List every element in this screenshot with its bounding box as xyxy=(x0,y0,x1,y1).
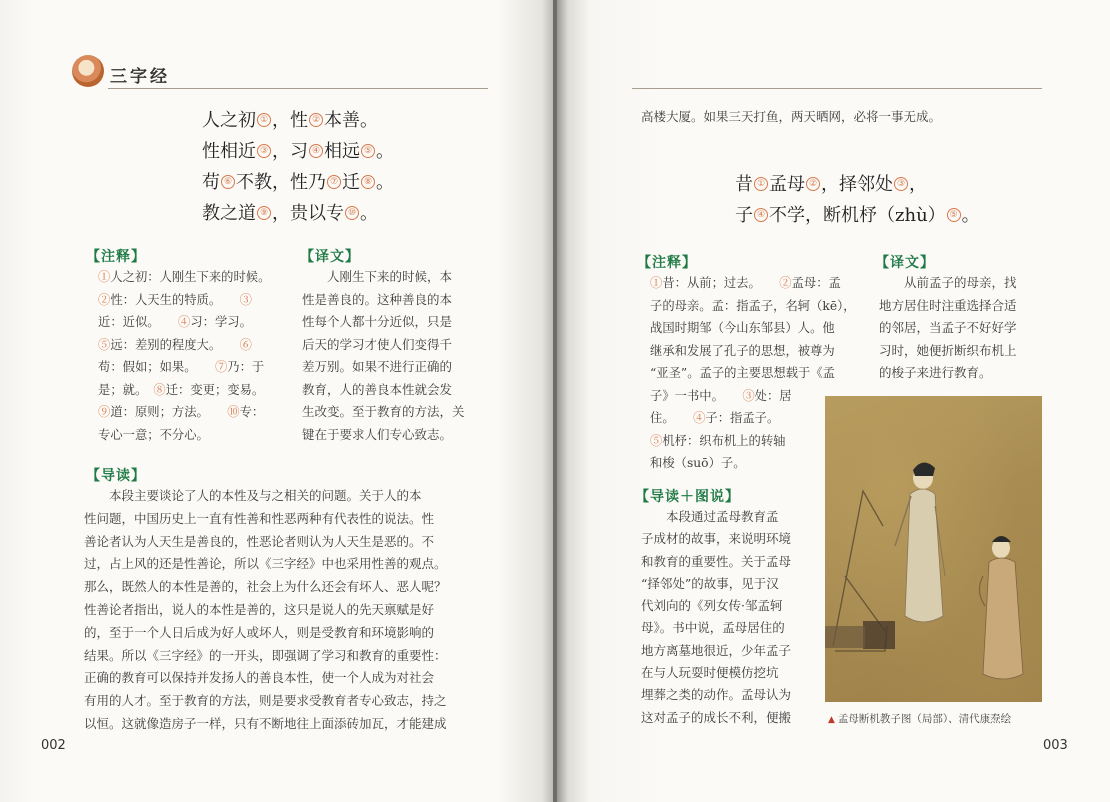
footnote-marker: ③ xyxy=(257,144,271,158)
text-line: 的邻居，当孟子不好好学 xyxy=(879,320,1017,335)
caption-text: 孟母断机教子图（局部）、清代康焘绘 xyxy=(837,713,1012,725)
text-line: 子的母亲。孟：指孟子，名轲（kē）， xyxy=(650,298,856,313)
verse-text: 不教，性乃 xyxy=(236,172,326,193)
text-line: ②性：人天生的特质。 ③ xyxy=(98,292,252,307)
verse-text: 孟母 xyxy=(769,174,805,195)
text-line: ⑤远：差别的程度大。 ⑥ xyxy=(98,337,252,352)
verse-line xyxy=(735,200,980,231)
header-rule xyxy=(632,88,1042,89)
text-line: 本段通过孟母教育孟 xyxy=(641,509,779,524)
right-translation-title: 【译文】 xyxy=(875,255,935,271)
left-guide xyxy=(84,485,494,736)
left-notes-title: 【注释】 xyxy=(86,249,146,265)
verse-text: 子 xyxy=(735,205,753,226)
verse-line xyxy=(202,198,394,229)
verse-text: 性相近 xyxy=(202,141,256,162)
text-line: 专心一意；不分心。 xyxy=(98,427,209,442)
footnote-marker: ② xyxy=(806,177,820,191)
verse-text: ，性 xyxy=(272,110,308,131)
text-line: 性每个人都十分近似，只是 xyxy=(302,314,453,329)
footnote-marker: ⑧ xyxy=(361,175,375,189)
verse-text: ， xyxy=(909,174,927,195)
verse-text: 。 xyxy=(376,141,394,162)
verse-text: 。 xyxy=(360,203,378,224)
right-guide xyxy=(641,506,821,729)
text-line: 性是善良的。这种善良的本 xyxy=(302,291,453,307)
verse-text: 不学，断机杼（zhù） xyxy=(769,205,946,226)
right-translation xyxy=(879,272,1049,385)
footnote-marker: ① xyxy=(257,113,271,127)
text-line: “亚圣”。孟子的主要思想载于《孟 xyxy=(650,366,835,380)
text-line: 战国时期邹（今山东邹县）人。他 xyxy=(650,321,835,335)
text-line: 有用的人才。至于教育的方法，则是要求受教育者专心致志，持之 xyxy=(84,693,447,709)
text-line: 以恒。这就像造房子一样，只有不断地往上面添砖加瓦，才能建成 xyxy=(84,715,447,731)
text-line: 住。 ④子：指孟子。 xyxy=(650,411,780,425)
painting-caption xyxy=(828,711,1011,726)
text-line: 和教育的重要性。关于孟母 xyxy=(641,553,792,569)
text-line: 子》一书中。 ③处：居 xyxy=(650,388,792,403)
text-line: 苟：假如；如果。 ⑦乃：于 xyxy=(98,360,265,374)
text-line: 子成材的故事，来说明环境 xyxy=(641,531,792,547)
text-line: 后天的学习才使人们变得千 xyxy=(302,336,453,352)
right-top-line: 高楼大厦。如果三天打鱼，两天晒网，必将一事无成。 xyxy=(641,109,942,124)
meng-mother-painting xyxy=(825,396,1042,702)
left-verse xyxy=(202,105,394,229)
text-line: 代刘向的《列女传·邹孟轲 xyxy=(641,598,783,614)
left-notes xyxy=(98,266,288,446)
left-page xyxy=(0,0,553,802)
footnote-marker: ④ xyxy=(754,208,768,222)
verse-text: 。 xyxy=(961,205,980,226)
text-line: 和梭（suō）子。 xyxy=(650,456,746,470)
verse-text: 昔 xyxy=(735,174,753,195)
page-number-right: 003 xyxy=(1043,738,1068,753)
text-line: 结果。所以《三字经》的一开头，即强调了学习和教育的重要性： xyxy=(84,647,447,663)
footnote-marker: ③ xyxy=(894,177,908,191)
text-line: 性善论者指出，说人的本性是善的，这只是说人的先天禀赋是好 xyxy=(84,601,435,617)
verse-text: 相远 xyxy=(324,141,360,162)
text-line: 性问题，中国历史上一直有性善和性恶两种有代表性的说法。性 xyxy=(84,510,435,526)
text-line: ①昔：从前；过去。 ②孟母：孟 xyxy=(650,276,841,290)
left-translation-title: 【译文】 xyxy=(300,249,360,265)
text-line: ⑨道：原则；方法。 ⑩专： xyxy=(98,405,265,419)
footnote-marker: ⑦ xyxy=(327,175,341,189)
verse-text: 本善。 xyxy=(324,110,378,131)
verse-line xyxy=(202,167,394,198)
text-line: 过，占上风的还是性善论，所以《三字经》中也采用性善的观点。 xyxy=(84,556,447,572)
text-line: ⑤机杼：织布机上的转轴 xyxy=(650,433,786,448)
verse-line xyxy=(202,136,394,167)
text-line: 本段主要谈论了人的本性及与之相关的问题。关于人的本 xyxy=(84,488,422,503)
left-translation xyxy=(302,266,492,446)
footnote-marker: ⑨ xyxy=(257,206,271,220)
text-line: 正确的教育可以保持并发扬人的善良本性，使一个人成为对社会 xyxy=(84,670,435,686)
painting-figures-icon xyxy=(825,396,1042,702)
text-line: 是；就。 ⑧迁：变更；变易。 xyxy=(98,382,265,397)
book-header-title: 三字经 xyxy=(110,67,170,87)
page-number-left: 002 xyxy=(41,738,66,753)
verse-text: 迁 xyxy=(342,172,360,193)
caption-triangle-icon: ▲ xyxy=(828,715,835,725)
verse-text: ，习 xyxy=(272,141,308,162)
left-guide-title: 【导读】 xyxy=(86,468,146,484)
text-line: 在与人玩耍时便模仿挖坑 xyxy=(641,665,779,681)
verse-text: 教之道 xyxy=(202,203,256,224)
text-line: 继承和发展了孔子的思想，被尊为 xyxy=(650,343,835,358)
text-line: 埋葬之类的动作。孟母认为 xyxy=(641,687,792,703)
footnote-marker: ⑤ xyxy=(361,144,375,158)
text-line: 近：近似。 ④习：学习。 xyxy=(98,315,252,329)
footnote-marker: ② xyxy=(309,113,323,127)
footnote-marker: ① xyxy=(754,177,768,191)
text-line: 习时，她便折断织布机上 xyxy=(879,342,1017,358)
text-line: 的，至于一个人日后成为好人或坏人，则是受教育和环境影响的 xyxy=(84,624,435,640)
verse-text: 苟 xyxy=(202,172,220,193)
verse-text: 人之初 xyxy=(202,110,256,131)
text-line: 母》。书中说，孟母居住的 xyxy=(641,620,785,636)
text-line: 教育，人的善良本性就会发 xyxy=(302,381,453,397)
text-line: 地方居住时注重选择合适 xyxy=(879,297,1017,313)
text-line: 键在于要求人们专心致志。 xyxy=(302,426,453,442)
right-verse xyxy=(735,169,980,231)
text-line: 从前孟子的母亲，找 xyxy=(879,275,1017,290)
verse-text: 。 xyxy=(376,172,394,193)
text-line: 这对孟子的成长不利，便搬 xyxy=(641,709,792,725)
footnote-marker: ⑥ xyxy=(221,175,235,189)
text-line: 那么，既然人的本性是善的，社会上为什么还会有坏人、恶人呢？ xyxy=(84,579,447,595)
text-line: ①人之初：人刚生下来的时候。 xyxy=(98,270,271,284)
verse-text: ，贵以专 xyxy=(272,203,344,224)
right-notes-title: 【注释】 xyxy=(637,255,697,271)
text-line: 人刚生下来的时候，本 xyxy=(302,269,453,284)
footnote-marker: ④ xyxy=(309,144,323,158)
right-guide-title: 【导读＋图说】 xyxy=(635,489,740,505)
footnote-marker: ⑤ xyxy=(947,208,961,222)
text-line: 生改变。至于教育的方法，关 xyxy=(302,404,465,419)
verse-line xyxy=(202,105,394,136)
text-line: “择邻处”的故事，见于汉 xyxy=(641,575,779,591)
header-rule xyxy=(108,88,488,89)
text-line: 善论者认为人天生是善良的，性恶论者则认为人天生是恶的。不 xyxy=(84,533,435,549)
footnote-marker: ⑩ xyxy=(345,206,359,220)
verse-line xyxy=(735,169,980,200)
verse-text: ，择邻处 xyxy=(821,174,893,195)
text-line: 地方离墓地很近，少年孟子 xyxy=(641,642,792,658)
text-line: 的梭子来进行教育。 xyxy=(879,365,992,380)
text-line: 差万别。如果不进行正确的 xyxy=(302,359,453,374)
book-logo-icon xyxy=(72,55,104,87)
